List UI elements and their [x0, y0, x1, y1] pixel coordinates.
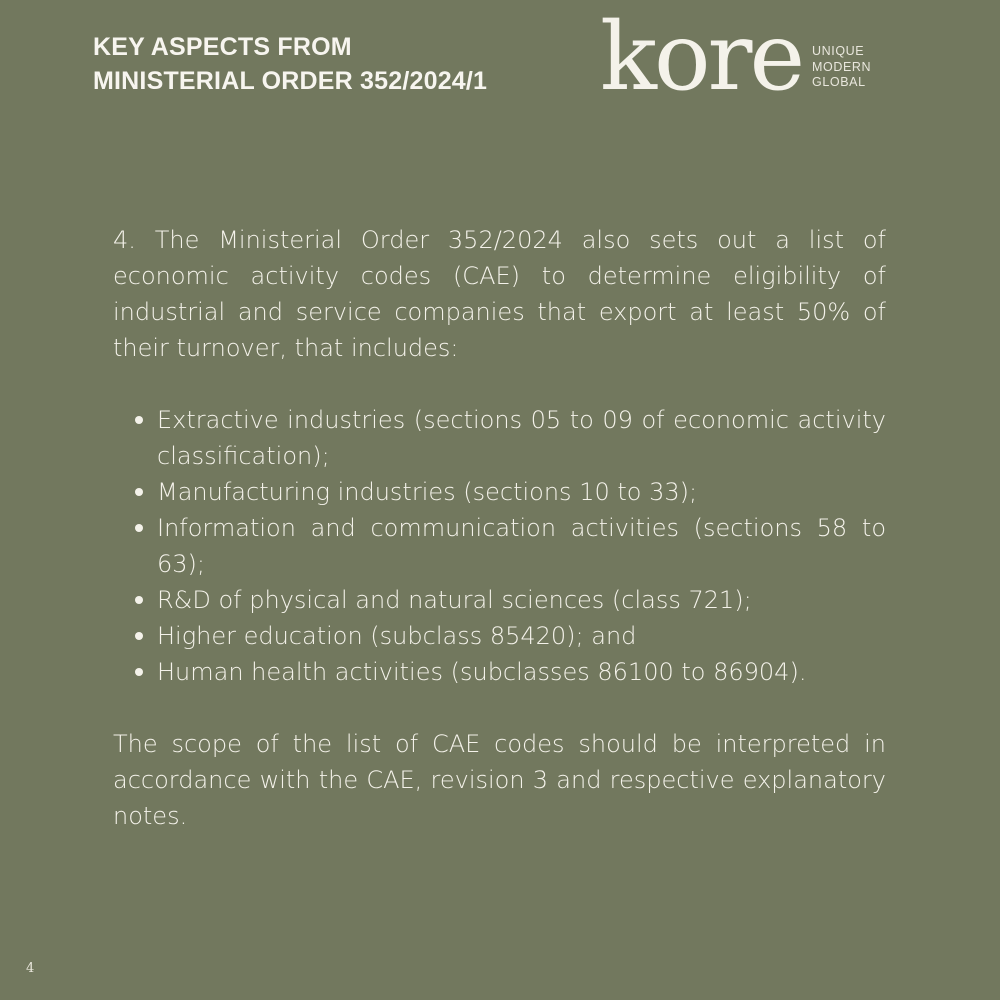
list-item: R&D of physical and natural sciences (class 721);: [157, 582, 886, 618]
logo-tagline: [812, 44, 871, 91]
tagline-line-unique: UNIQUE: [812, 44, 865, 58]
cae-list: [113, 402, 886, 690]
closing-paragraph: The scope of the list of CAE codes should be interpreted in accordance with the CAE, revision 3 and respective explanatory notes.: [113, 730, 886, 830]
kore-logo: [600, 3, 890, 112]
tagline-line-modern: MODERN: [812, 59, 872, 74]
list-item: Extractive industries (sections 05 to 09 of economic activity classification);: [157, 402, 886, 474]
page-title-line-1: KEY ASPECTS FROM: [93, 33, 352, 61]
list-item: Information and communication activities (sections 58 to 63);: [157, 510, 886, 582]
page-title: [93, 30, 487, 98]
intro-paragraph: 4. The Ministerial Order 352/2024 also sets out a list of economic activity codes (CAE) to determine eligibility of industrial and service companies that export at least 50% of their turnover, that includes:: [113, 226, 886, 362]
main-content: [113, 222, 886, 834]
page-title-line-2: MINISTERIAL ORDER 352/2024/1: [93, 67, 488, 95]
logo-wordmark: kore: [600, 3, 803, 112]
tagline-line-global: GLOBAL: [812, 75, 866, 89]
list-item: Higher education (subclass 85420); and: [157, 618, 886, 654]
page-number: 4: [26, 961, 35, 976]
list-item: Manufacturing industries (sections 10 to 33);: [157, 474, 886, 510]
list-item: Human health activities (subclasses 86100 to 86904).: [157, 654, 886, 690]
